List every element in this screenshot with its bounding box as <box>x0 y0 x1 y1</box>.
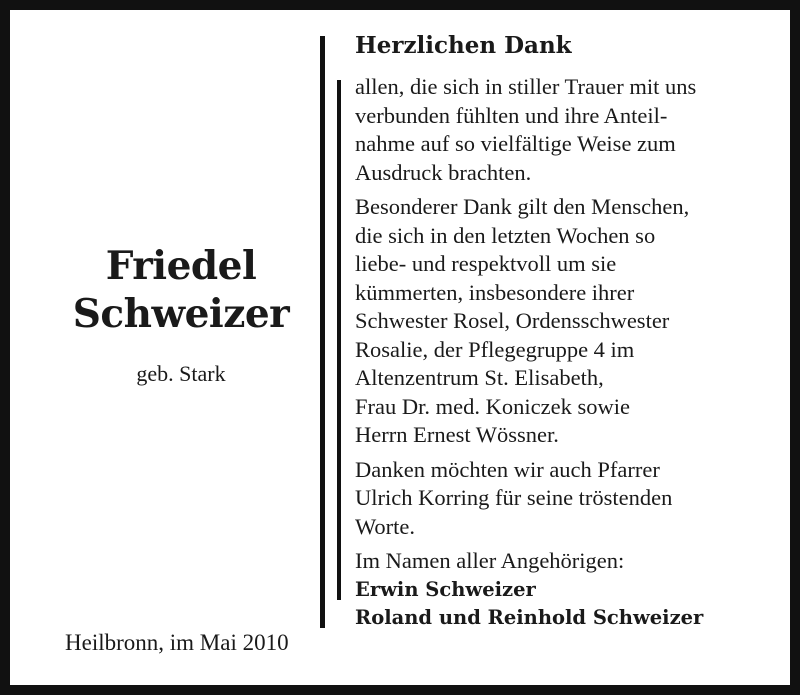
first-name: Friedel <box>105 243 257 289</box>
closing-line: Im Namen aller Angehörigen: <box>355 548 625 573</box>
paragraph <box>355 73 765 187</box>
text-line: liebe- und respektvoll um sie <box>355 251 617 276</box>
text-line: Altenzentrum St. Elisabeth, <box>355 365 604 390</box>
text-line: Besonderer Dank gilt den Menschen, <box>355 194 690 219</box>
text-line: Worte. <box>355 513 416 539</box>
maiden-name: geb. Stark <box>136 361 226 386</box>
text-line: Danken möchten wir auch Pfarrer <box>355 456 660 482</box>
vertical-rule-long <box>320 36 325 628</box>
text-line: allen, die sich in stiller Trauer mit uns <box>355 74 697 99</box>
thanks-heading: Herzlichen Dank <box>355 32 572 59</box>
deceased-name <box>50 242 312 338</box>
text-line: Frau Dr. med. Koniczek sowie <box>355 393 630 419</box>
text-line: die sich in den letzten Wochen so <box>355 222 656 248</box>
signature-block <box>355 547 765 632</box>
text-line: Ulrich Korring für seine tröstenden <box>355 485 673 510</box>
text-line: Herrn Ernest Wössner. <box>355 422 559 447</box>
text-line: Rosalie, der Pflegegruppe 4 im <box>355 336 635 362</box>
text-line: nahme auf so vielfältige Weise zum <box>355 131 676 156</box>
text-line: verbunden fühlten und ihre Anteil- <box>355 102 668 128</box>
text-line: kümmerten, insbesondere ihrer <box>355 279 635 305</box>
text-line: Ausdruck brachten. <box>355 159 532 185</box>
signer-name: Erwin Schweizer <box>355 577 536 601</box>
paragraph <box>355 456 765 542</box>
thanks-body <box>355 73 765 638</box>
place-date: Heilbronn, im Mai 2010 <box>65 630 289 655</box>
last-name: Schweizer <box>72 291 290 337</box>
vertical-rule-short <box>337 80 341 600</box>
signer-name: Roland und Reinhold Schweizer <box>355 605 704 629</box>
text-line: Schwester Rosel, Ordensschwester <box>355 308 670 333</box>
paragraph <box>355 193 765 450</box>
